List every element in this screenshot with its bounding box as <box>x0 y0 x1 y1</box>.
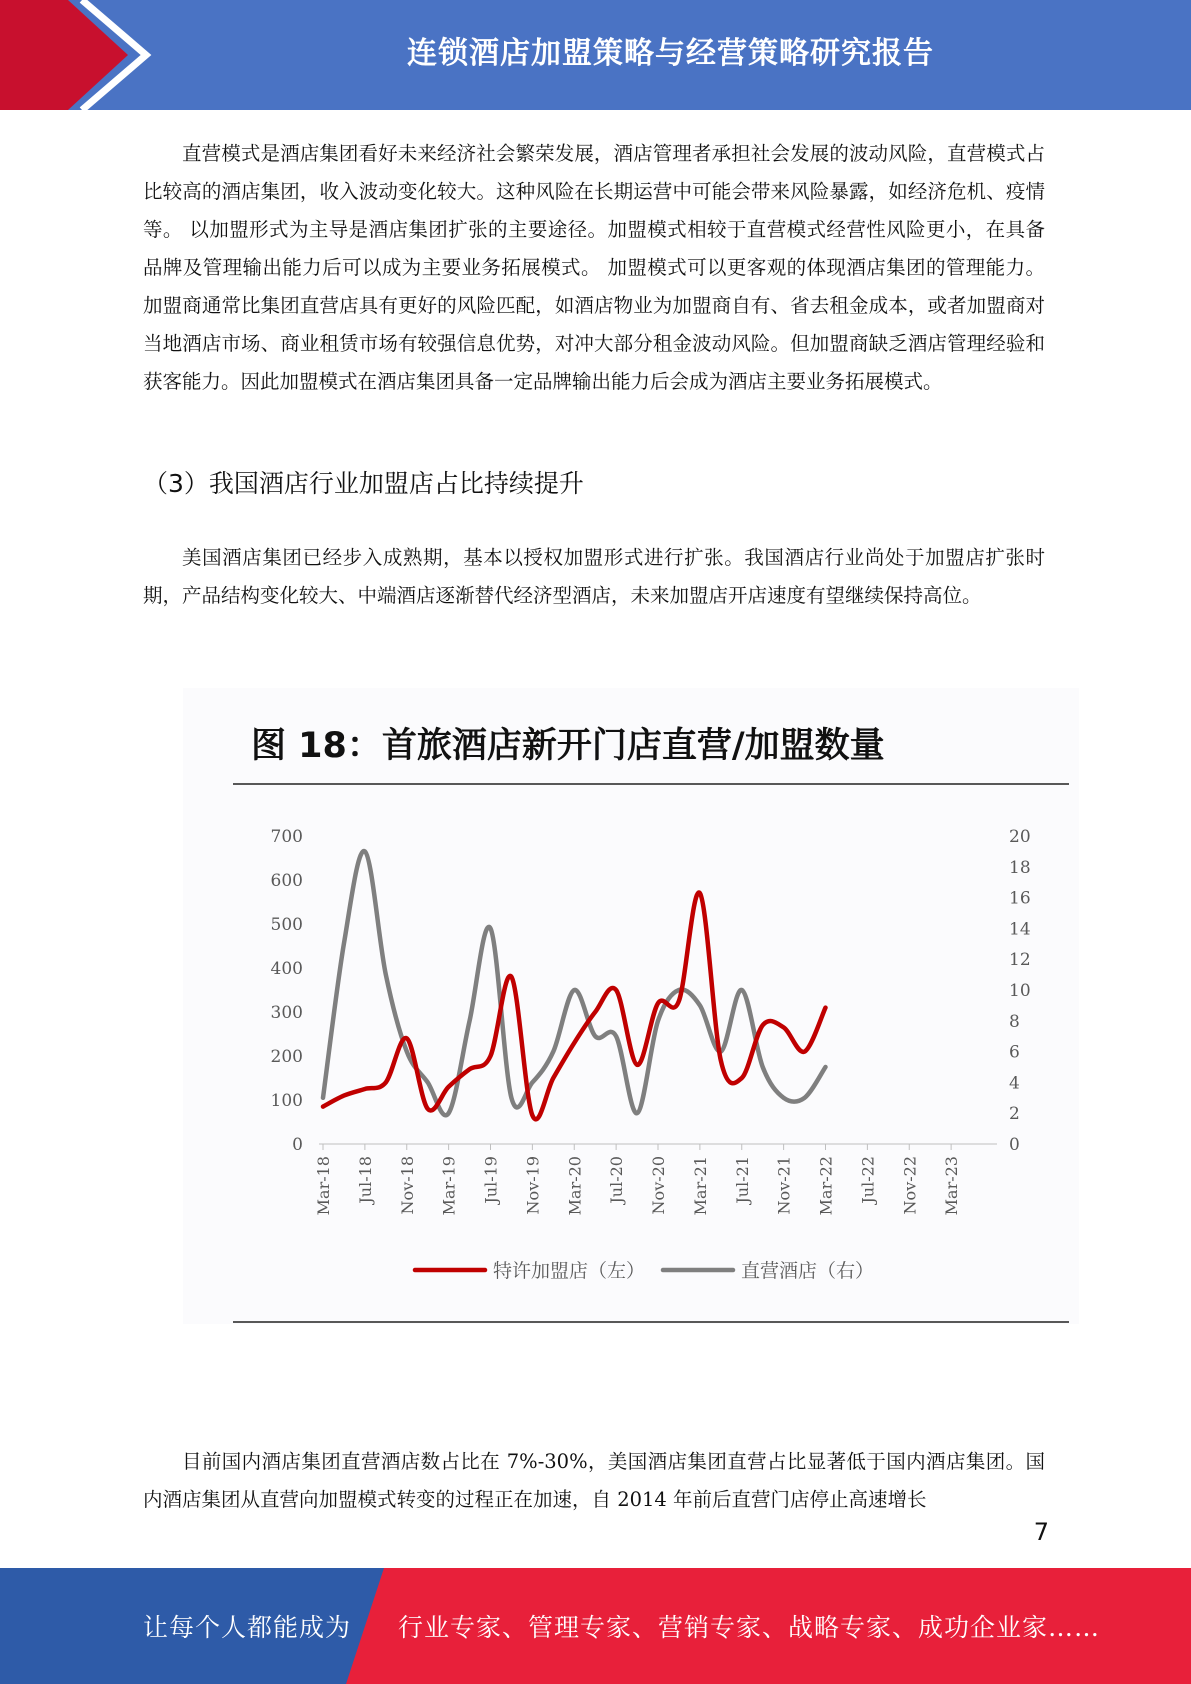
page-number: 7 <box>1033 1518 1049 1546</box>
page-footer <box>0 1568 1191 1684</box>
x-tick-label: Nov-18 <box>397 1156 417 1215</box>
y-right-tick-label: 12 <box>1009 950 1031 971</box>
x-tick-label: Jul-22 <box>858 1156 878 1204</box>
series-line-direct <box>323 851 826 1115</box>
figure-title: 图 18：首旅酒店新开门店直营/加盟数量 <box>251 726 885 766</box>
y-right-tick-label: 14 <box>1009 919 1031 940</box>
line-chart <box>183 688 1079 1324</box>
section-heading: （3）我国酒店行业加盟店占比持续提升 <box>143 469 584 498</box>
y-left-tick-label: 600 <box>270 871 303 891</box>
y-right-tick-label: 4 <box>1009 1073 1020 1094</box>
x-tick-label: Mar-22 <box>816 1156 836 1216</box>
x-tick-label: Mar-21 <box>690 1156 710 1216</box>
x-tick-label: Mar-18 <box>314 1156 333 1216</box>
paragraph-1: 直营模式是酒店集团看好未来经济社会繁荣发展，酒店管理者承担社会发展的波动风险，直营模式占比较高的酒店集团，收入波动变化较大。这种风险在长期运营中可能会带来风险暴露，如经济危机、疫情等。 以加盟形式为主导是酒店集团扩张的主要途径。加盟模式相较于直营模式经营性风险更小，在具备品牌及管理输出能力后可以成为主要业务拓展模式。 加盟模式可以更客观的体现酒店集团的管理能力。加盟商通常比集团直营店具有更好的风险匹配，如酒店物业为加盟商自有、省去租金成本，或者加盟商对当地酒店市场、商业租赁市场有较强信息优势，对冲大部分租金波动风险。但加盟商缺乏酒店管理经验和获客能力。因此加盟模式在酒店集团具备一定品牌输出能力后会成为酒店主要业务拓展模式。 <box>143 142 1045 393</box>
x-tick-label: Mar-20 <box>565 1156 585 1216</box>
y-left-tick-label: 300 <box>270 1003 303 1023</box>
y-left-tick-label: 500 <box>270 915 303 935</box>
y-left-tick-label: 200 <box>270 1047 303 1067</box>
header-title: 连锁酒店加盟策略与经营策略研究报告 <box>407 36 934 71</box>
y-left-tick-label: 700 <box>270 827 303 847</box>
legend-direct-label: 直营酒店（右） <box>741 1260 875 1282</box>
y-left-tick-label: 0 <box>292 1135 303 1155</box>
footer-slogan-left: 让每个人都能成为 <box>143 1613 352 1642</box>
x-tick-label: Nov-20 <box>649 1156 668 1215</box>
x-tick-label: Jul-19 <box>481 1156 501 1204</box>
y-right-tick-label: 8 <box>1009 1011 1020 1032</box>
y-left-tick-label: 400 <box>270 959 303 979</box>
y-right-tick-label: 20 <box>1009 827 1031 847</box>
x-tick-label: Mar-19 <box>439 1156 459 1216</box>
x-tick-label: Jul-18 <box>355 1156 375 1204</box>
x-tick-label: Jul-20 <box>607 1156 627 1204</box>
x-tick-label: Jul-21 <box>732 1156 752 1204</box>
x-tick-label: Nov-19 <box>523 1156 543 1215</box>
footer-slogan-right: 行业专家、管理专家、营销专家、战略专家、成功企业家…… <box>398 1613 1101 1642</box>
x-tick-label: Nov-22 <box>900 1156 920 1215</box>
paragraph-2: 美国酒店集团已经步入成熟期，基本以授权加盟形式进行扩张。我国酒店行业尚处于加盟店扩张时期，产品结构变化较大、中端酒店逐渐替代经济型酒店，未来加盟店开店速度有望继续保持高位。 <box>143 546 1045 607</box>
y-right-tick-label: 18 <box>1009 857 1031 878</box>
figure-chart-container <box>183 688 1079 1324</box>
y-left-tick-label: 100 <box>270 1091 303 1111</box>
header-arrow-decoration <box>0 0 160 110</box>
page-header <box>0 0 1191 110</box>
y-right-tick-label: 6 <box>1009 1042 1020 1063</box>
paragraph-3: 目前国内酒店集团直营酒店数占比在 7%-30%，美国酒店集团直营占比显著低于国内酒店集团。国内酒店集团从直营向加盟模式转变的过程正在加速，自 2014 年前后直营门店停止高速增长 <box>143 1450 1045 1511</box>
y-right-tick-label: 0 <box>1009 1135 1020 1155</box>
y-right-tick-label: 2 <box>1009 1104 1020 1125</box>
x-tick-label: Mar-23 <box>942 1156 962 1216</box>
y-right-tick-label: 16 <box>1009 888 1031 909</box>
x-tick-label: Nov-21 <box>774 1156 794 1215</box>
y-right-tick-label: 10 <box>1009 981 1031 1001</box>
legend-franchise-label: 特许加盟店（左） <box>493 1260 646 1282</box>
